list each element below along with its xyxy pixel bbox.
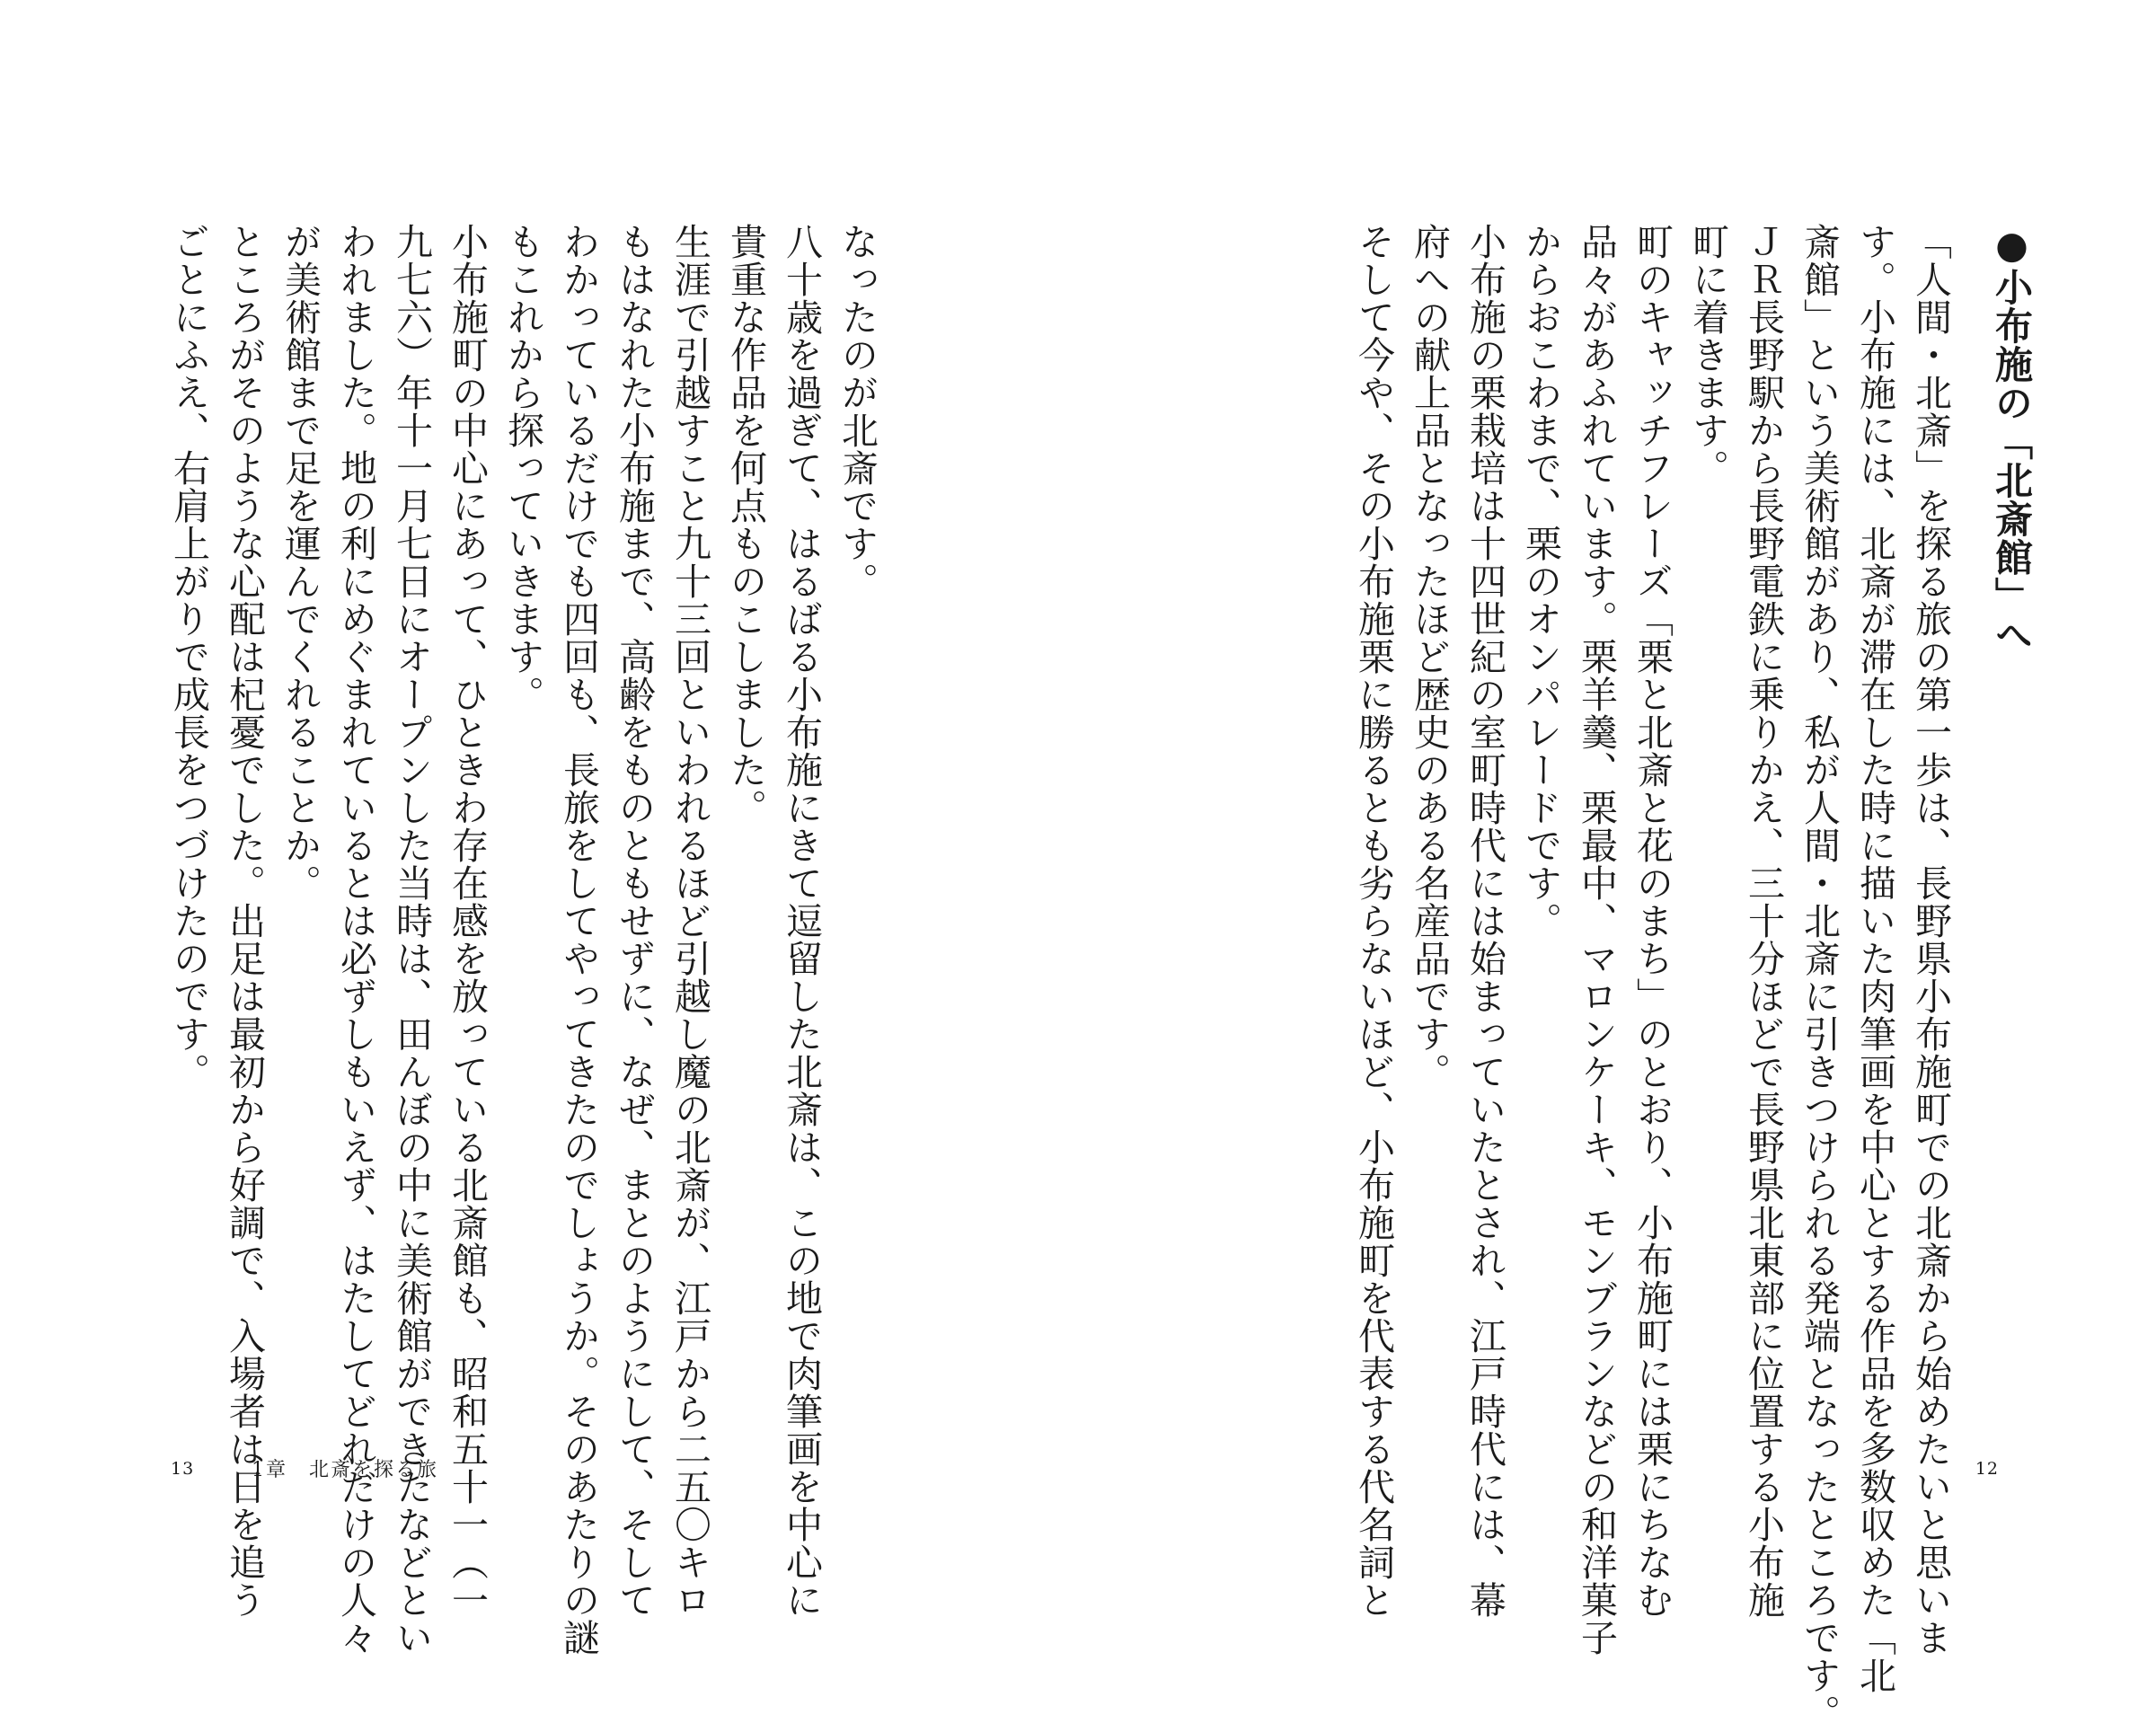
page-number: 13 xyxy=(171,1459,195,1479)
body-line: ところがそのような心配は杞憂でした。出足は最初から好調で、入場者は日を追う xyxy=(223,223,266,1619)
left-page xyxy=(0,0,1078,1657)
body-line: 品々があふれています。栗羊羹、栗最中、マロンケーキ、モンブランなどの和洋菓子 xyxy=(1575,223,1618,1657)
body-line: 町のキャッチフレーズ「栗と北斎と花のまち」のとおり、小布施町には栗にちなむ xyxy=(1630,223,1674,1619)
body-line: が美術館まで足を運んでくれることか。 xyxy=(278,223,322,902)
body-line: からおこわまで、栗のオンパレードです。 xyxy=(1519,223,1562,940)
body-line: もはなれた小布施まで、高齢をものともせずに、なぜ、まとのようにして、そして xyxy=(613,223,656,1619)
page-number: 12 xyxy=(1975,1459,1999,1479)
body-line: 九七六）年十一月七日にオープンした当時は、田んぼの中に美術館ができたなどとい xyxy=(390,223,433,1657)
body-line: 貴重な作品を何点ものこしました。 xyxy=(724,223,767,826)
body-line: ごとにふえ、右肩上がりで成長をつづけたのです。 xyxy=(167,223,210,1091)
section-heading: ●小布施の「北斎館」へ xyxy=(1990,223,2034,654)
body-line: 生涯で引越すこと九十三回といわれるほど引越し魔の北斎が、江戸から二五〇キロ xyxy=(668,223,711,1619)
body-line: 小布施町の中心にあって、ひときわ存在感を放っている北斎館も、昭和五十一（一 xyxy=(446,223,489,1619)
body-line: そして今や、その小布施栗に勝るとも劣らないほど、小布施町を代表する代名詞と xyxy=(1352,223,1395,1619)
body-line: 「人間・北斎」を探る旅の第一歩は、長野県小布施町での北斎から始めたいと思いま xyxy=(1909,223,1952,1657)
body-line: なったのが北斎です。 xyxy=(835,223,879,600)
body-line: す。小布施には、北斎が滞在した時に描いた肉筆画を中心とする作品を多数収めた「北 xyxy=(1853,223,1896,1694)
body-line: 八十歳を過ぎて、はるばる小布施にきて逗留した北斎は、この地で肉筆画を中心に xyxy=(780,223,823,1619)
right-page xyxy=(1078,0,2156,1732)
running-head: 1章 北斎を探る旅 xyxy=(252,1459,438,1481)
body-line: 府への献上品となったほど歴史のある名産品です。 xyxy=(1408,223,1451,1091)
body-line: われました。地の利にめぐまれているとは必ずしもいえず、はたしてどれだけの人々 xyxy=(334,223,377,1657)
body-line: わかっているだけでも四回も、長旅をしてやってきたのでしょうか。そのあたりの謎 xyxy=(557,223,600,1657)
body-line: 町に着きます。 xyxy=(1686,223,1729,487)
body-line: 小布施の栗栽培は十四世紀の室町時代には始まっていたとされ、江戸時代には、幕 xyxy=(1463,223,1507,1619)
body-line: もこれから探っていきます。 xyxy=(501,223,544,713)
body-line: 斎館」という美術館があり、私が人間・北斎に引きつけられる発端となったところです。 xyxy=(1798,223,1841,1732)
body-line: ＪＲ長野駅から長野電鉄に乗りかえ、三十分ほどで長野県北東部に位置する小布施 xyxy=(1742,223,1785,1619)
